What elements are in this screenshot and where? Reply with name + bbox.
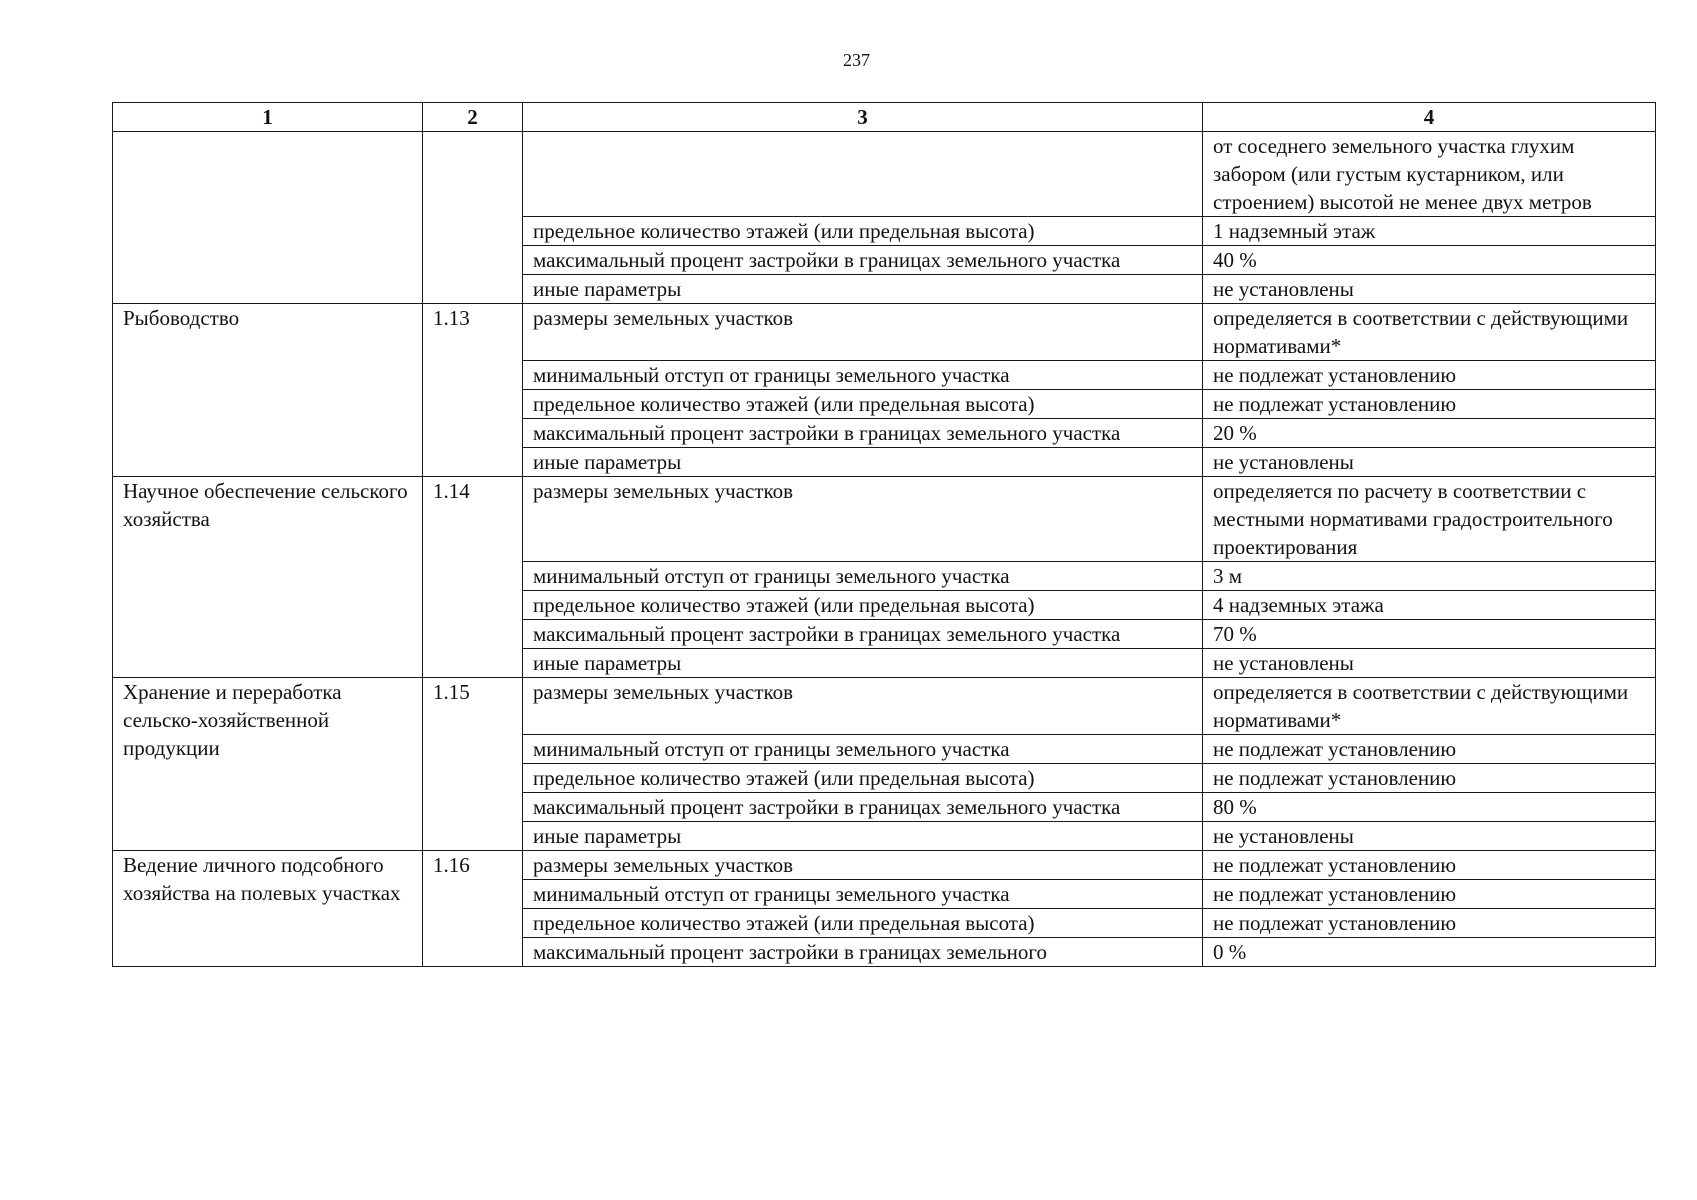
param-cell: размеры земельных участков (523, 851, 1203, 880)
table-row (113, 851, 1656, 880)
use-code-cell: 1.15 (423, 678, 523, 851)
param-cell: предельное количество этажей (или предельная высота) (523, 390, 1203, 419)
table-row (113, 304, 1656, 361)
use-name-cell: Рыбоводство (113, 304, 423, 477)
table-row (113, 678, 1656, 735)
param-cell: предельное количество этажей (или предельная высота) (523, 591, 1203, 620)
value-cell: 3 м (1203, 562, 1656, 591)
value-cell: не подлежат установлению (1203, 735, 1656, 764)
use-code-cell: 1.14 (423, 477, 523, 678)
use-name-cell (113, 132, 423, 304)
param-cell: иные параметры (523, 448, 1203, 477)
param-cell: предельное количество этажей (или предельная высота) (523, 217, 1203, 246)
value-cell: не установлены (1203, 275, 1656, 304)
param-cell: предельное количество этажей (или предельная высота) (523, 909, 1203, 938)
value-cell: 40 % (1203, 246, 1656, 275)
value-cell: 0 % (1203, 938, 1656, 967)
use-code-cell: 1.13 (423, 304, 523, 477)
param-cell: минимальный отступ от границы земельного участка (523, 735, 1203, 764)
use-name-cell: Хранение и переработка сельско-хозяйственной продукции (113, 678, 423, 851)
value-cell: не установлены (1203, 822, 1656, 851)
column-header-1: 1 (113, 103, 423, 132)
param-cell: иные параметры (523, 649, 1203, 678)
value-cell: не установлены (1203, 448, 1656, 477)
column-header-3: 3 (523, 103, 1203, 132)
value-cell: 1 надземный этаж (1203, 217, 1656, 246)
value-cell: не подлежат установлению (1203, 361, 1656, 390)
value-cell: не установлены (1203, 649, 1656, 678)
use-code-cell: 1.16 (423, 851, 523, 967)
value-cell: определяется по расчету в соответствии с местными нормативами градостроительного проектирования (1203, 477, 1656, 562)
param-cell: максимальный процент застройки в границах земельного участка (523, 793, 1203, 822)
param-cell: предельное количество этажей (или предельная высота) (523, 764, 1203, 793)
value-cell: не подлежат установлению (1203, 909, 1656, 938)
param-cell: размеры земельных участков (523, 678, 1203, 735)
value-cell: не подлежат установлению (1203, 390, 1656, 419)
param-cell: минимальный отступ от границы земельного участка (523, 562, 1203, 591)
value-cell: 70 % (1203, 620, 1656, 649)
use-name-cell: Научное обеспечение сельского хозяйства (113, 477, 423, 678)
param-cell: минимальный отступ от границы земельного участка (523, 880, 1203, 909)
param-cell: максимальный процент застройки в границах земельного участка (523, 246, 1203, 275)
use-name-cell: Ведение личного подсобного хозяйства на полевых участках (113, 851, 423, 967)
value-cell: определяется в соответствии с действующими нормативами* (1203, 678, 1656, 735)
param-cell: максимальный процент застройки в границах земельного участка (523, 620, 1203, 649)
column-header-4: 4 (1203, 103, 1656, 132)
table-row (113, 477, 1656, 562)
value-cell: 4 надземных этажа (1203, 591, 1656, 620)
value-cell: 20 % (1203, 419, 1656, 448)
param-cell: иные параметры (523, 275, 1203, 304)
use-code-cell (423, 132, 523, 304)
param-cell: размеры земельных участков (523, 477, 1203, 562)
land-parameters-table (112, 102, 1656, 967)
column-header-2: 2 (423, 103, 523, 132)
header-row (113, 103, 1656, 132)
page-number: 237 (843, 50, 870, 70)
param-cell: минимальный отступ от границы земельного участка (523, 361, 1203, 390)
value-cell: не подлежат установлению (1203, 880, 1656, 909)
param-cell (523, 132, 1203, 217)
param-cell: иные параметры (523, 822, 1203, 851)
table-row (113, 132, 1656, 217)
value-cell: от соседнего земельного участка глухим забором (или густым кустарником, или строением) высотой не менее двух метров (1203, 132, 1656, 217)
param-cell: размеры земельных участков (523, 304, 1203, 361)
value-cell: не подлежат установлению (1203, 764, 1656, 793)
param-cell: максимальный процент застройки в границах земельного (523, 938, 1203, 967)
value-cell: 80 % (1203, 793, 1656, 822)
value-cell: не подлежат установлению (1203, 851, 1656, 880)
value-cell: определяется в соответствии с действующими нормативами* (1203, 304, 1656, 361)
param-cell: максимальный процент застройки в границах земельного участка (523, 419, 1203, 448)
